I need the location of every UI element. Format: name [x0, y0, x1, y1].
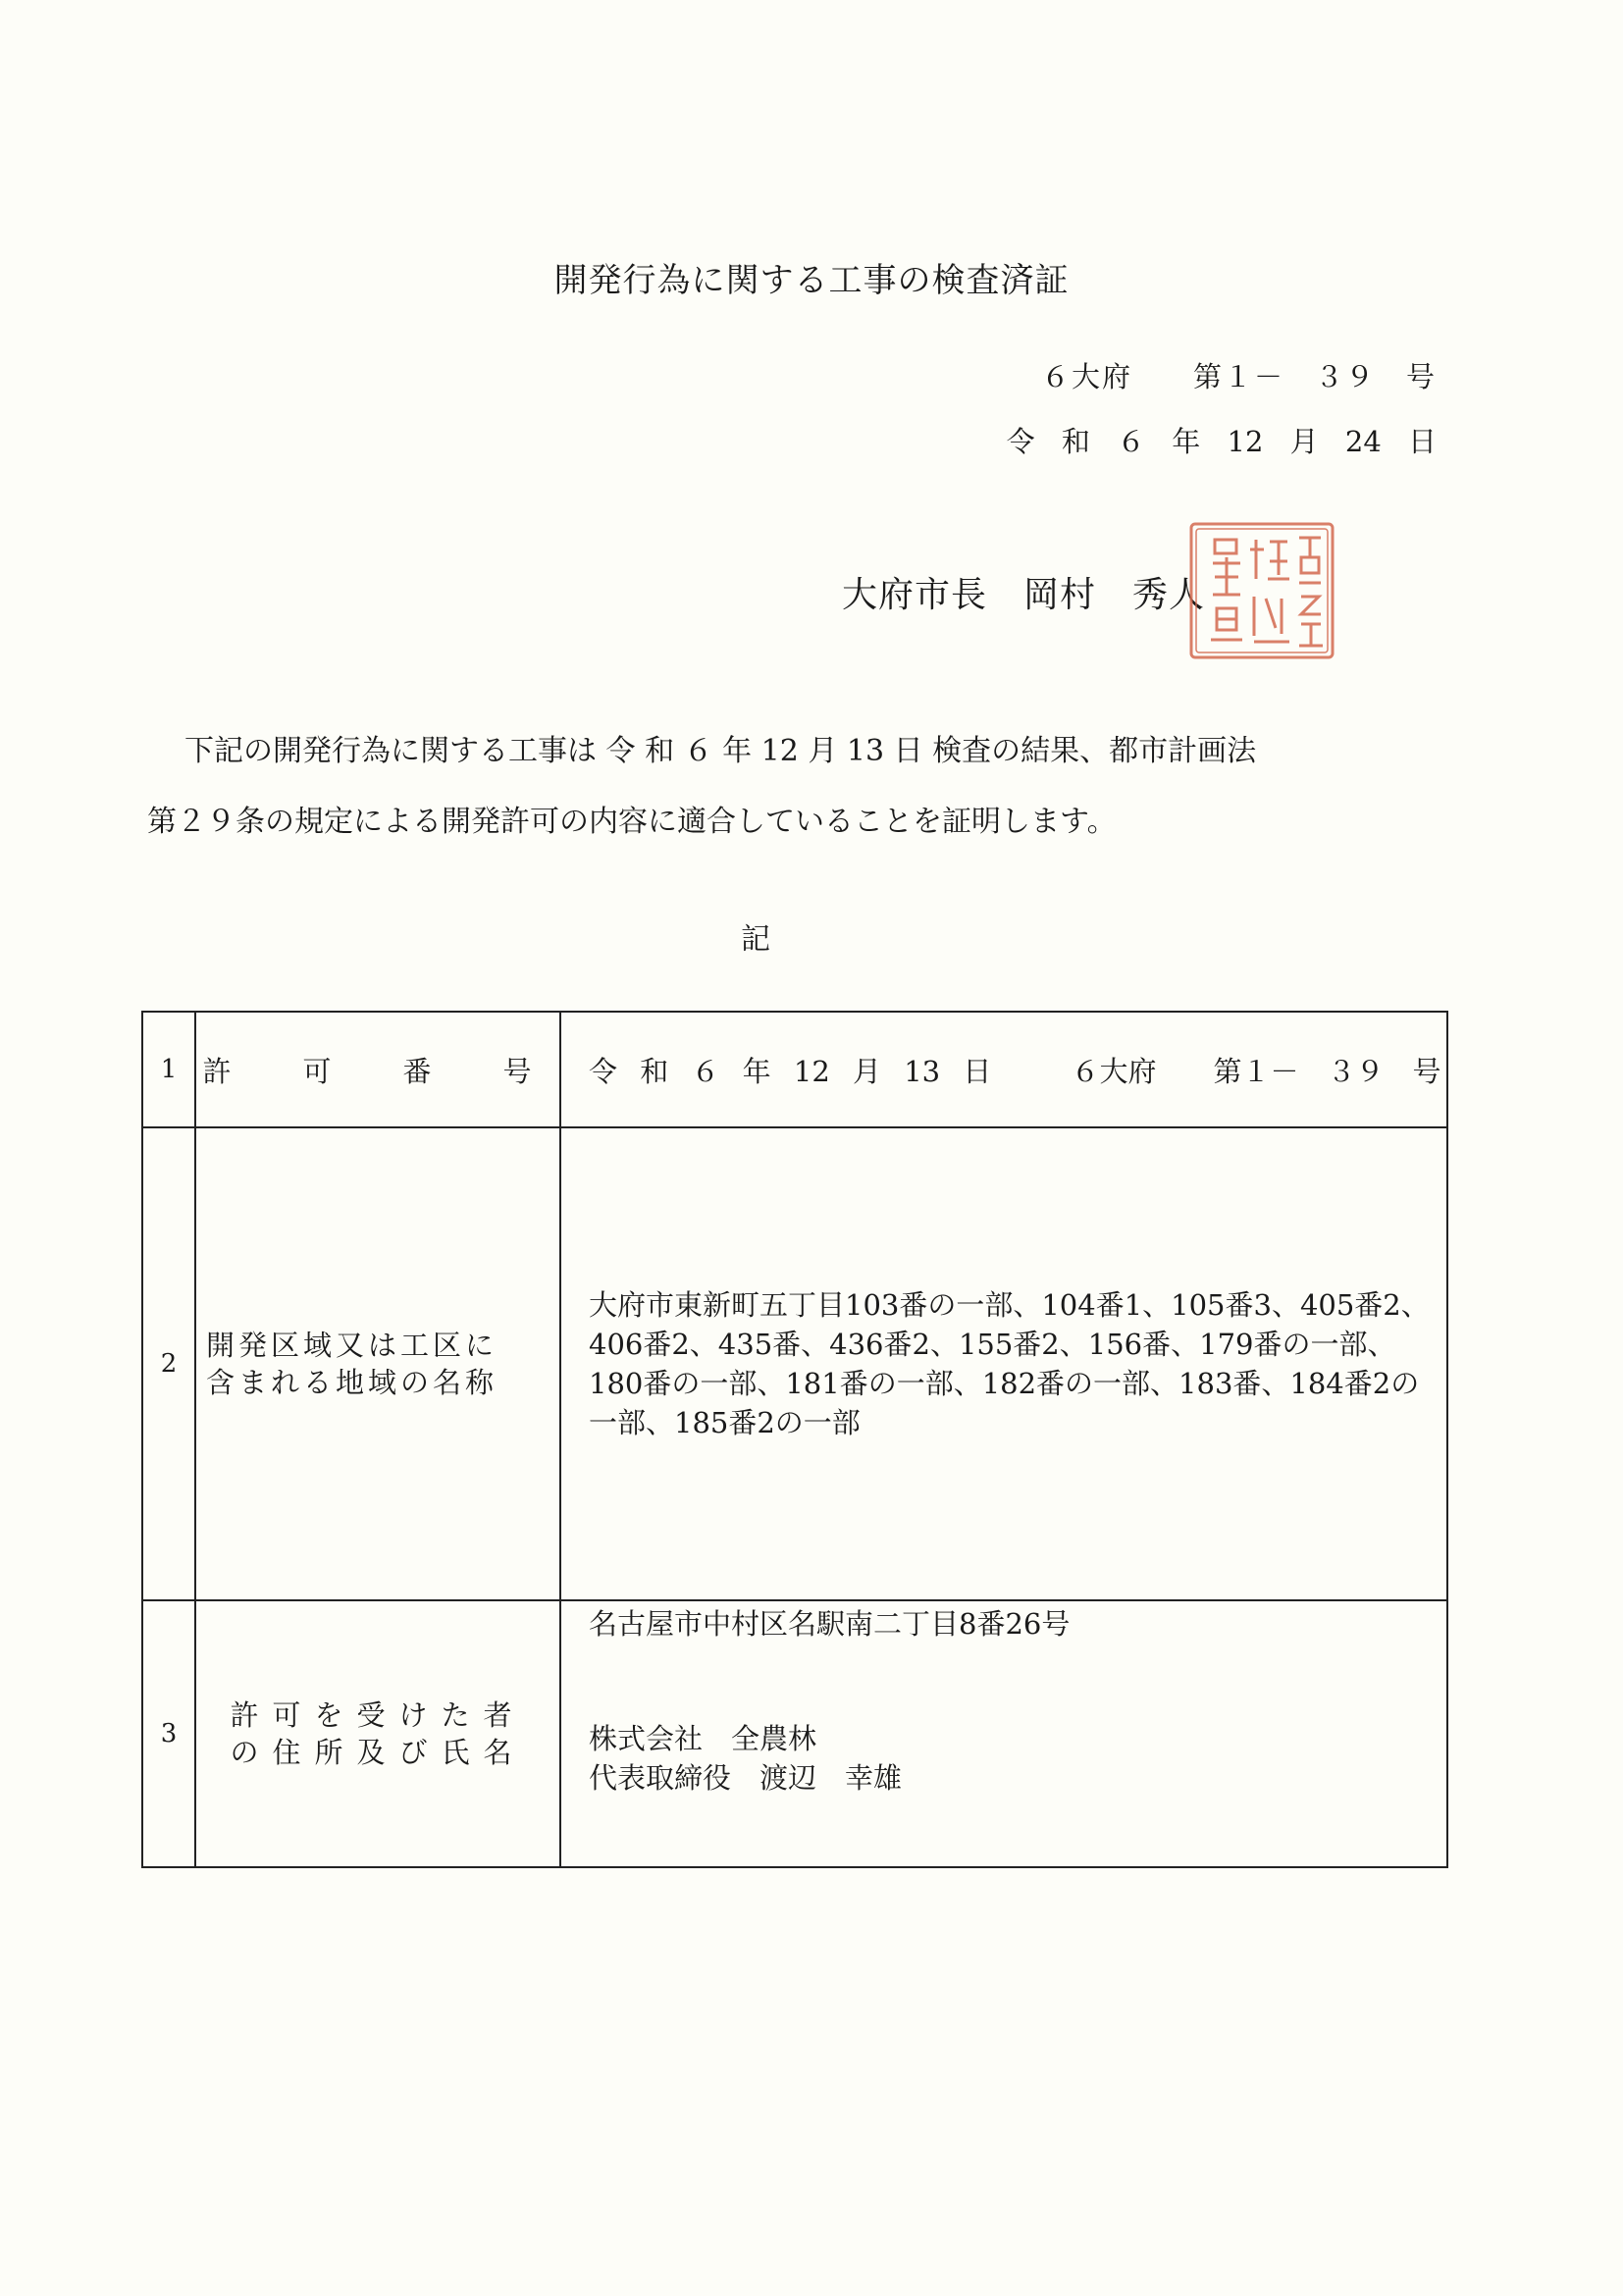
row-number: 1 [142, 1012, 195, 1127]
permit-number-value: 令 和 ６ 年 12 月 13 日 ６大府 第１－ ３９ 号 [560, 1012, 1447, 1127]
row-number: 2 [142, 1127, 195, 1600]
area-label-line-2: 含まれる地域の名称 [206, 1366, 498, 1399]
document-date: 令 和 ６ 年 12 月 24 日 [1006, 425, 1437, 458]
permit-holder-label [195, 1600, 560, 1867]
table-row [142, 1012, 1447, 1127]
document-number: ６大府 第１－ ３９ 号 [1040, 360, 1437, 393]
holder-label-line-2: の住所及び氏名 [230, 1736, 526, 1769]
table-row [142, 1127, 1447, 1600]
holder-company: 株式会社 全農林 [589, 1721, 817, 1755]
document-title: 開発行為に関する工事の検査済証 [553, 261, 1070, 300]
issuer-name: 大府市長 岡村 秀人 [842, 575, 1206, 615]
ki-heading: 記 [741, 922, 770, 957]
permit-holder-value [560, 1600, 1447, 1867]
holder-label-line-1: 許可を受けた者 [230, 1698, 526, 1732]
area-name-label [195, 1127, 560, 1600]
official-seal-icon [1185, 518, 1338, 663]
holder-representative: 代表取締役 渡辺 幸雄 [589, 1760, 903, 1795]
holder-address: 名古屋市中村区名駅南二丁目8番26号 [589, 1606, 1071, 1641]
details-table [141, 1011, 1448, 1868]
area-label-line-1: 開発区域又は工区に [206, 1329, 498, 1362]
certification-paragraph-2: 第２９条の規定による開発許可の内容に適合していることを証明します。 [147, 805, 1117, 839]
area-name-value: 大府市東新町五丁目103番の一部、104番1、105番3、405番2、406番2、435番、436番2、155番2、156番、179番の一部、180番の一部、181番の一部、182番の一部、183番、184番2の一部、185番2の一部 [560, 1127, 1447, 1600]
table-row [142, 1600, 1447, 1867]
certification-paragraph-1: 下記の開発行為に関する工事は 令 和 ６ 年 12 月 13 日 検査の結果、都市計画法 [184, 734, 1257, 768]
row-number: 3 [142, 1600, 195, 1867]
permit-number-label: 許 可 番 号 [195, 1012, 560, 1127]
